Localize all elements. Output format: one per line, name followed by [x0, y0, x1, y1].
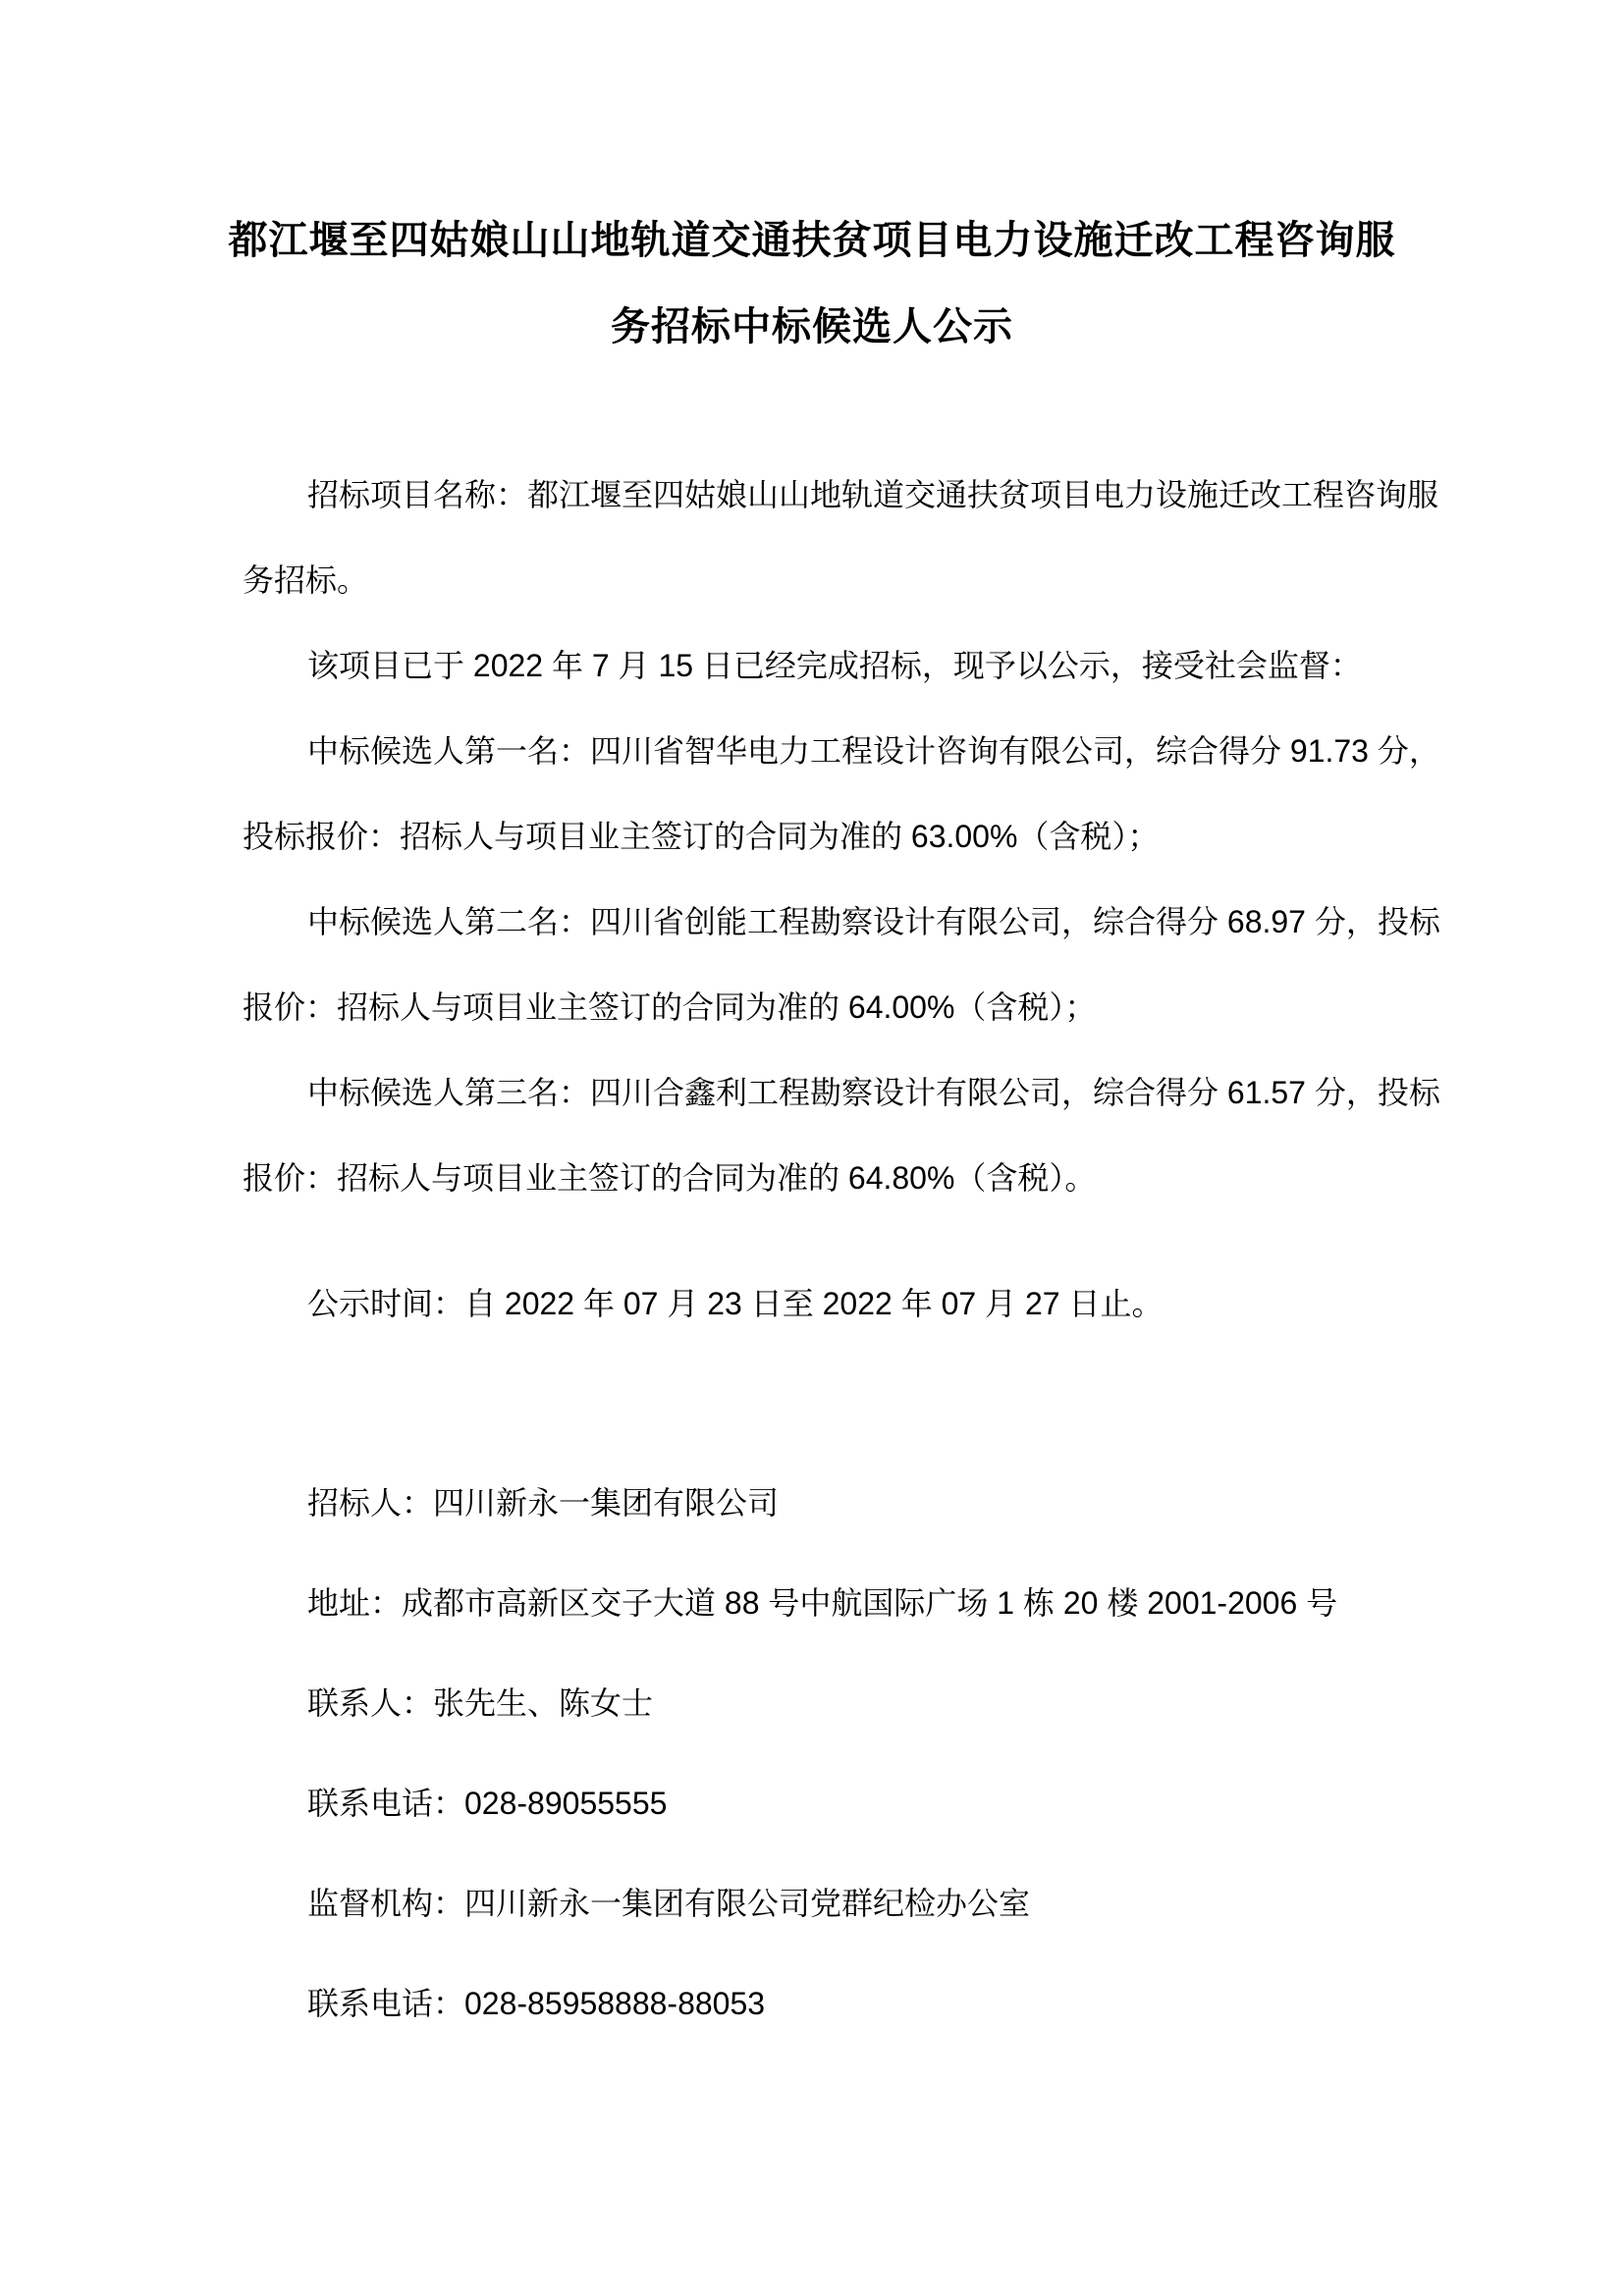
supervision-phone: 联系电话：028-85958888-88053 [307, 1986, 766, 2021]
paragraph-project-name-line-1: 招标项目名称：都江堰至四姑娘山山地轨道交通扶贫项目电力设施迁改工程咨询服 [307, 477, 1439, 512]
contact-phone: 联系电话：028-89055555 [307, 1786, 668, 1821]
tenderer-name: 招标人：四川新永一集团有限公司 [307, 1485, 780, 1521]
candidate-1-line-2: 投标报价：招标人与项目业主签订的合同为准的 63.00%（含税）； [243, 819, 1160, 854]
body-text [243, 453, 1440, 1221]
candidate-2-line-1: 中标候选人第二名：四川省创能工程勘察设计有限公司，综合得分 68.97 分，投标 [307, 904, 1440, 939]
title-line-1: 都江堰至四姑娘山山地轨道交通扶贫项目电力设施迁改工程咨询服 [228, 219, 1396, 262]
contact-info [243, 1453, 1421, 2054]
notice-period-text: 公示时间：自 2022 年 07 月 23 日至 2022 年 07 月 27 日止。 [307, 1286, 1164, 1321]
candidate-3-line-1: 中标候选人第三名：四川合鑫利工程勘察设计有限公司，综合得分 61.57 分，投标 [307, 1075, 1440, 1110]
contact-persons: 联系人：张先生、陈女士 [307, 1685, 654, 1721]
candidate-3-line-2: 报价：招标人与项目业主签订的合同为准的 64.80%（含税）。 [243, 1160, 1097, 1196]
notice-period-block [243, 1261, 1421, 1347]
paragraph-project-name-line-2: 务招标。 [243, 562, 369, 598]
candidate-2-line-2: 报价：招标人与项目业主签订的合同为准的 64.00%（含税）； [243, 989, 1097, 1025]
document-title [167, 197, 1457, 370]
candidate-1-line-1: 中标候选人第一名：四川省智华电力工程设计咨询有限公司，综合得分 91.73 分， [307, 733, 1440, 769]
paragraph-completion-notice: 该项目已于 2022 年 7 月 15 日已经完成招标，现予以公示，接受社会监督： [307, 648, 1362, 683]
supervision-agency: 监督机构：四川新永一集团有限公司党群纪检办公室 [307, 1886, 1031, 1921]
tenderer-address: 地址：成都市高新区交子大道 88 号中航国际广场 1 栋 20 楼 2001-2006 号 [307, 1585, 1338, 1621]
title-line-2: 务招标中标候选人公示 [611, 305, 1013, 348]
